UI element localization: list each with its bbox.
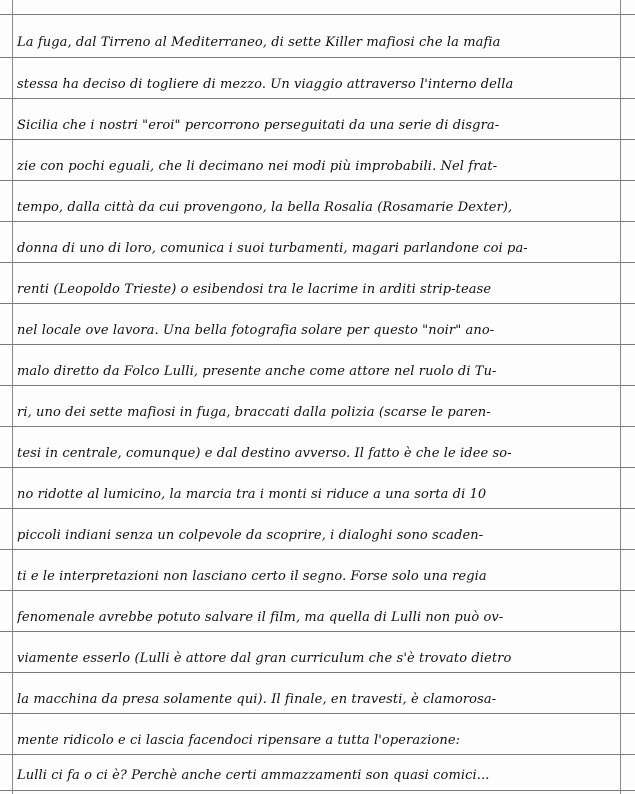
handwritten-line: tempo, dalla città da cui provengono, la bella Rosalia (Rosamarie Dexter),: [17, 200, 513, 215]
ruled-line: [0, 467, 635, 468]
handwritten-line: tesi in centrale, comunque) e dal destino avverso. Il fatto è che le idee so-: [17, 446, 512, 461]
left-margin-line: [12, 0, 13, 794]
ruled-line: [0, 14, 635, 15]
handwritten-line: piccoli indiani senza un colpevole da scoprire, i dialoghi sono scaden-: [17, 528, 484, 543]
ruled-line: [0, 180, 635, 181]
ruled-line: [0, 344, 635, 345]
ruled-line: [0, 139, 635, 140]
handwritten-line: la macchina da presa solamente qui). Il finale, en travesti, è clamorosa-: [17, 692, 497, 707]
handwritten-line: ti e le interpretazioni non lasciano certo il segno. Forse solo una regia: [17, 569, 487, 584]
handwritten-line: no ridotte al lumicino, la marcia tra i monti si riduce a una sorta di 10: [17, 487, 487, 502]
handwritten-line: zie con pochi eguali, che li decimano nei modi più improbabili. Nel frat-: [17, 159, 498, 174]
ruled-line: [0, 57, 635, 58]
ruled-line: [0, 549, 635, 550]
handwritten-line: La fuga, dal Tirreno al Mediterraneo, di sette Killer mafiosi che la mafia: [17, 35, 501, 50]
ruled-line: [0, 590, 635, 591]
handwritten-line: fenomenale avrebbe potuto salvare il film, ma quella di Lulli non può ov-: [17, 610, 504, 625]
ruled-line: [0, 426, 635, 427]
handwritten-line: Sicilia che i nostri "eroi" percorrono perseguitati da una serie di disgra-: [17, 118, 500, 133]
handwritten-line: renti (Leopoldo Trieste) o esibendosi tra le lacrime in arditi strip-tease: [17, 282, 492, 297]
handwritten-line: stessa ha deciso di togliere di mezzo. Un viaggio attraverso l'interno della: [17, 77, 514, 92]
handwritten-line: malo diretto da Folco Lulli, presente anche come attore nel ruolo di Tu-: [17, 364, 497, 379]
handwritten-line: Lulli ci fa o ci è? Perchè anche certi ammazzamenti son quasi comici...: [17, 768, 490, 783]
ruled-line: [0, 508, 635, 509]
ruled-line: [0, 262, 635, 263]
ruled-line: [0, 713, 635, 714]
handwritten-line: mente ridicolo e ci lascia facendoci ripensare a tutta l'operazione:: [17, 733, 461, 748]
ruled-line: [0, 790, 635, 791]
ruled-line: [0, 303, 635, 304]
ruled-line: [0, 754, 635, 755]
handwritten-line: ri, uno dei sette mafiosi in fuga, braccati dalla polizia (scarse le paren-: [17, 405, 491, 420]
ruled-line: [0, 221, 635, 222]
ruled-line: [0, 631, 635, 632]
ruled-line: [0, 385, 635, 386]
ruled-line: [0, 98, 635, 99]
handwritten-line: donna di uno di loro, comunica i suoi turbamenti, magari parlandone coi pa-: [17, 241, 528, 256]
handwritten-line: nel locale ove lavora. Una bella fotografia solare per questo "noir" ano-: [17, 323, 495, 338]
handwritten-line: viamente esserlo (Lulli è attore dal gran curriculum che s'è trovato dietro: [17, 651, 512, 666]
ruled-line: [0, 672, 635, 673]
